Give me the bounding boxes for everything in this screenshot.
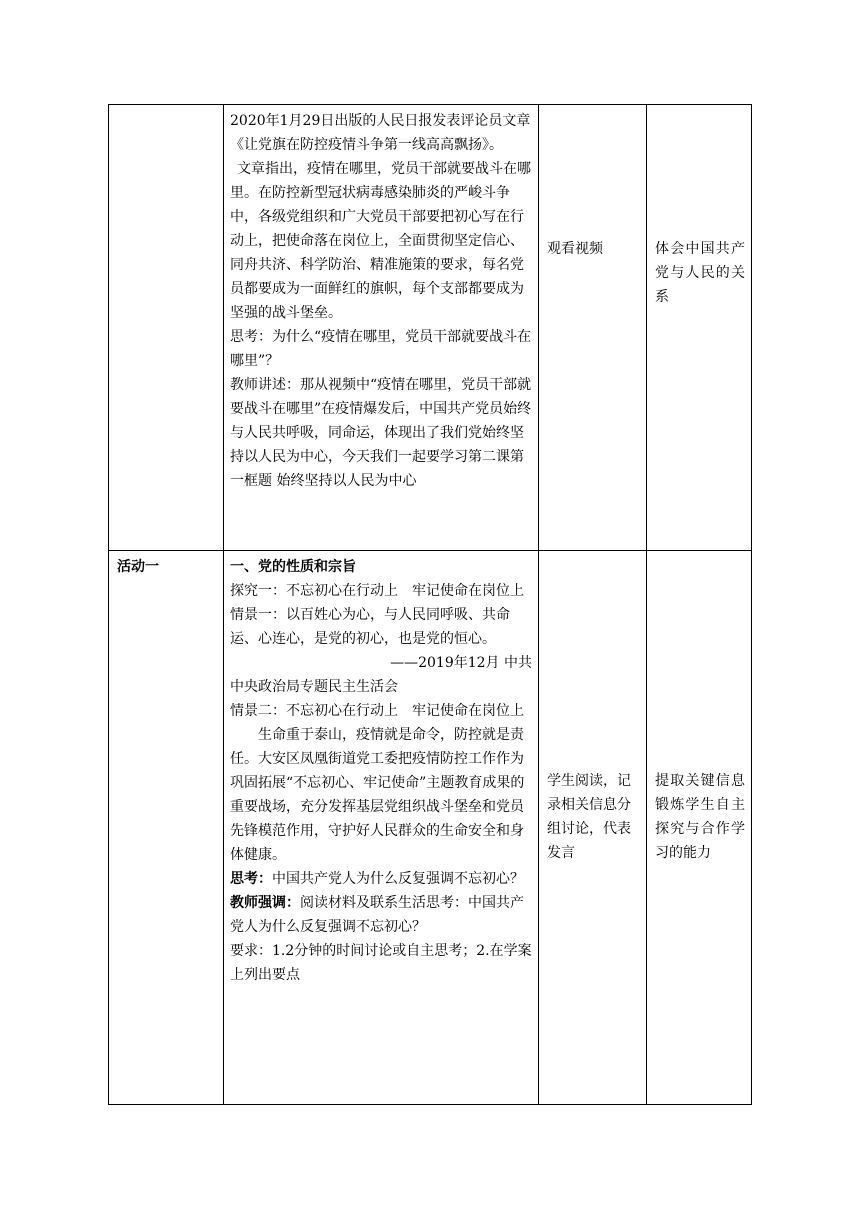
quote-source: 中央政治局专题民主生活会 (230, 679, 398, 695)
student-activity-cell: 观看视频 (539, 105, 647, 551)
content-paragraph (230, 867, 532, 891)
think-text: 中国共产党人为什么反复强调不忘初心？ (272, 871, 524, 887)
activity-label-cell (109, 105, 224, 551)
think-label: 思考： (230, 871, 272, 887)
content-paragraph: 生命重于泰山，疫情就是命令，防控就是责任。大安区凤凰街道党工委把疫情防控工作作为巩固拓展“不忘初心、牢记使命”主题教育成果的重要战场，充分发挥基层党组织战斗堡垒和党员先锋模范作用，守护好人民群众的生命安全和身体健康。 (230, 727, 525, 863)
section-heading: 一、党的性质和宗旨 (230, 559, 356, 575)
design-intent-cell: 体会中国共产党与人民的关系 (647, 105, 752, 551)
teaching-content-cell (224, 551, 539, 1105)
teaching-content-cell (224, 105, 539, 551)
student-activity-cell: 学生阅读，记录相关信息分组讨论，代表发言 (539, 551, 647, 1105)
content-paragraph: 文章指出，疫情在哪里，党员干部就要战斗在哪里。在防控新型冠状病毒感染肺炎的严峻斗争中，各级党组织和广大党员干部要把初心写在行动上，把使命落在岗位上，全面贯彻坚定信心、同舟共济、科学防治、精准施策的要求，每名党员都要成为一面鲜红的旗帜，每个支部都要成为坚强的战斗堡垒。 (230, 161, 531, 321)
teacher-text: 阅读材料及联系生活思考：中国共产党人为什么反复强调不忘初心？ (230, 895, 524, 935)
content-paragraph: 思考：为什么“疫情在哪里，党员干部就要战斗在哪里”？ (230, 329, 532, 369)
design-intent-cell: 提取关键信息 锻炼学生自主探究与合作学习的能力 (647, 551, 752, 1105)
content-paragraph: 情景一：以百姓心为心，与人民同呼吸、共命运、心连心，是党的初心，也是党的恒心。 (230, 607, 510, 647)
teacher-label: 教师强调： (230, 895, 300, 911)
content-paragraph: 探究一：不忘初心在行动上 牢记使命在岗位上 (230, 583, 524, 599)
content-paragraph: 情景二：不忘初心在行动上 牢记使命在岗位上 (230, 703, 524, 719)
quote-source: ——2019年12月 中共 (390, 655, 532, 671)
content-paragraph (230, 891, 532, 939)
table-row (109, 551, 752, 1105)
lesson-plan-table (108, 104, 752, 1105)
content-paragraph: 要求：1.2分钟的时间讨论或自主思考；2.在学案上列出要点 (230, 943, 532, 983)
content-paragraph: 教师讲述：那从视频中“疫情在哪里，党员干部就要战斗在哪里”在疫情爆发后，中国共产党员始终与人民共呼吸，同命运，体现出了我们党始终坚持以人民为中心，今天我们一起要学习第二课第一框题 始终坚持以人民为中心 (230, 377, 532, 489)
activity-label-cell: 活动一 (109, 551, 224, 1105)
table-row (109, 105, 752, 551)
content-paragraph: 2020年1月29日出版的人民日报发表评论员文章《让党旗在防控疫情斗争第一线高高飘扬》。 (230, 113, 531, 153)
